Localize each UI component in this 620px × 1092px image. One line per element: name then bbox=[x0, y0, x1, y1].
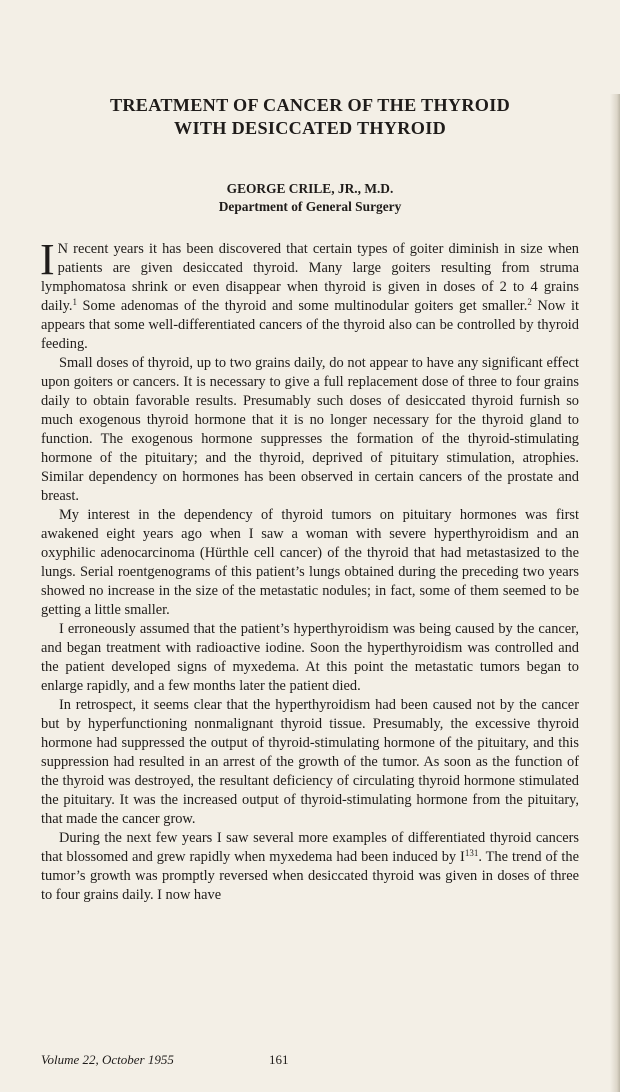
drop-cap: I bbox=[40, 235, 55, 284]
page-number: 161 bbox=[269, 1052, 289, 1067]
author-name: GEORGE CRILE, JR., M.D. bbox=[226, 181, 394, 196]
paragraph-6-text-a: During the next few years I saw several more examples of differentiated thyroid cancers that blossomed and grew rapidly when myxedema had been induced by I bbox=[41, 830, 579, 865]
paragraph-2: Small doses of thyroid, up to two grains daily, do not appear to have any significant effect upon goiters or cancers. It is necessary to give a full replacement dose of three to four grains daily to obtain favorable results. Presumably such doses of desiccated thyroid furnish so much exogenous thyroid hormone that it is no longer necessary for the thyroid gland to function. The exogenous hormone suppresses the formation of the thyroid-stimulating hormone of the pituitary; and the thyroid, deprived of pituitary stimulation, atrophies. Similar dependency on hormones has been observed in certain cancers of the prostate and breast. bbox=[41, 355, 579, 504]
paragraph-3: My interest in the dependency of thyroid tumors on pituitary hormones was first awakened eight years ago when I saw a woman with severe hyperthyroidism and an oxyphilic adenocarcinoma (Hürthle cell cancer) of the thyroid that had metastasized to the lungs. Serial roentgenograms of this patient’s lungs obtained during the preceding two years showed no increase in the size of the metastatic nodules; in fact, some of them seemed to be getting a little smaller. bbox=[41, 507, 579, 618]
title-line-1: TREATMENT OF CANCER OF THE THYROID bbox=[109, 95, 511, 115]
paragraph-5: In retrospect, it seems clear that the hyperthyroidism had been caused not by the cancer but by hyperfunctioning nonmalignant thyroid tissue. Presumably, the excessive thyroid hormone had suppressed the output of thyroid-stimulating hormone of the pituitary, and this suppression had resulted in an arrest of the growth of the tumor. As soon as the function of the thyroid was destroyed, the resultant deficiency of circulating thyroid hormone stimulated the pituitary. It was the increased output of thyroid-stimulating hormone from the pituitary, that made the cancer grow. bbox=[41, 697, 579, 827]
author-department: Department of General Surgery bbox=[218, 199, 402, 214]
footnote-ref-1: 1 bbox=[72, 297, 77, 307]
journal-page bbox=[0, 94, 620, 1092]
paragraph-1 bbox=[40, 235, 579, 354]
paragraph-1-text-b: Some adenomas of the thyroid and some multinodular goiters get smaller. bbox=[76, 298, 528, 314]
isotope-superscript: 131 bbox=[464, 848, 479, 858]
title-line-2: WITH DESICCATED THYROID bbox=[173, 118, 447, 138]
paragraph-6-text-b: . The trend of the tumor’s growth was promptly reversed when desiccated thyroid was given in doses of three to four grains daily. I now have bbox=[41, 849, 579, 903]
article-body bbox=[40, 235, 579, 905]
journal-volume: Volume 22, October 1955 bbox=[41, 1052, 174, 1067]
page-edge-shadow bbox=[610, 94, 620, 1092]
paragraph-1-text-c: Now it appears that some well-differentiated cancers of the thyroid also can be controlled by thyroid feeding. bbox=[41, 298, 579, 352]
paragraph-4: I erroneously assumed that the patient’s hyperthyroidism was being caused by the cancer, and began treatment with radioactive iodine. Soon the hyperthyroidism was controlled and the patient developed signs of myxedema. At this point the metastatic tumors began to enlarge rapidly, and a few months later the patient died. bbox=[41, 621, 579, 694]
footnote-ref-2: 2 bbox=[527, 297, 532, 307]
article-title bbox=[41, 94, 579, 140]
paragraph-6 bbox=[41, 829, 579, 905]
paragraph-1-text-a: N recent years it has been discovered that certain types of goiter diminish in size when patients are given desiccated thyroid. Many large goiters resulting from struma lymphomatosa shrink or even disappear when thyroid is given in doses of 2 to 4 grains daily. bbox=[41, 241, 579, 314]
